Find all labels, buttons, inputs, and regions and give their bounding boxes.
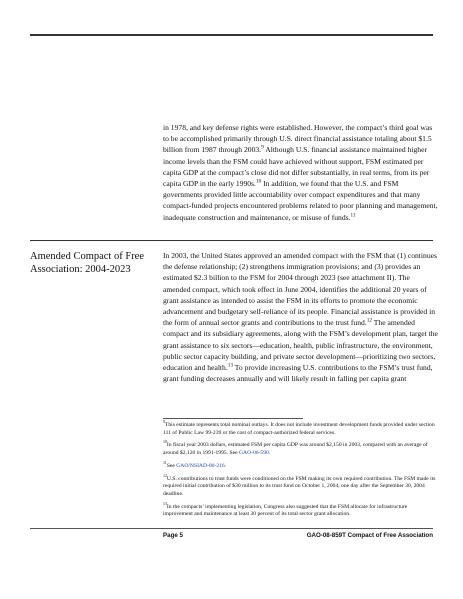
footnote-10 bbox=[163, 442, 438, 457]
para1-text2: Although U.S. financial assistance maintained higher income levels than the FSM could have achieved without support, FSM estimated per capita GDP at the compact’s close did not differ substantially, in real terms, from its per capita GDP in the early 1990s. bbox=[163, 145, 430, 189]
para2-text2: The amended compact and its subsidiary agreements, along with the FSM’s development plan, target the grant assistance to six sectors—education, health, public infrastructure, the environment, public sector capacity building, and private sector development—prioritizing two sectors, education and health. bbox=[163, 318, 438, 373]
report-link-gao-nsiad-00-216[interactable]: GAO/NSIAD-00-216 bbox=[176, 462, 225, 469]
footnote-ref-9[interactable]: 9 bbox=[261, 144, 264, 151]
footnote-number: 10 bbox=[163, 440, 167, 445]
footnote-ref-13[interactable]: 13 bbox=[227, 362, 234, 369]
top-rule bbox=[30, 34, 433, 36]
footnote-text-end: . bbox=[268, 450, 271, 457]
footnote-divider bbox=[163, 418, 303, 419]
footnote-text: In fiscal year 2003 dollars, estimated FSM per capita GDP was around $2,150 in 2003, compared with an average of around $2,120 in 1991-1995. See bbox=[163, 442, 428, 457]
footnote-text: In the compacts’ implementing legislation, Congress also suggested that the FSM allocate for infrastructure improvement and maintenance at least 30 percent of its total sector grant allocation. bbox=[163, 503, 408, 518]
footnote-ref-10[interactable]: 10 bbox=[255, 178, 262, 185]
report-id: GAO-08-859T Compact of Free Association bbox=[306, 532, 433, 539]
footnote-9 bbox=[163, 422, 438, 437]
continuation-paragraph bbox=[163, 122, 438, 223]
footnote-text-end: . bbox=[224, 462, 227, 469]
footnote-number: 9 bbox=[163, 420, 165, 425]
para1-text3: In addition, we found that the U.S. and FSM governments provided little accountability over compact expenditures and that many compact-funded projects encountered problems related to poor planning and management, inadequate construction and maintenance, or misuse of funds. bbox=[163, 179, 438, 222]
footnote-text: U.S. contributions to trust funds were conditioned on the FSM making its own required contribution. The FSM made its required initial contribution of $30 million to its trust fund on October 1, 2004, one day after the September 30, 2004 deadline. bbox=[163, 475, 436, 497]
section-divider bbox=[30, 240, 433, 241]
footer-rule bbox=[30, 528, 433, 529]
report-link-gao-06-590[interactable]: GAO-06-590 bbox=[238, 450, 269, 457]
footnotes bbox=[163, 422, 438, 524]
page-number: Page 5 bbox=[163, 532, 183, 539]
para1-text1: in 1978, and key defense rights were established. However, the compact’s third goal was to be accomplished primarily through U.S. direct financial assistance totaling about $1.5 billion from 1987 through 2003. bbox=[163, 123, 433, 155]
footnote-text: This estimate represents total nominal outlays. It does not include investment development funds provided under section 111 of Public Law 99-239 or the cost of compact-authorized federal services. bbox=[163, 422, 435, 436]
footnote-12 bbox=[163, 473, 438, 499]
para2-text3: To provide increasing U.S. contributions to the FSM’s trust fund, grant funding decreases annually and will likely result in falling per capita grant bbox=[163, 363, 433, 384]
footnote-ref-12[interactable]: 12 bbox=[366, 317, 373, 324]
footnote-number: 13 bbox=[163, 501, 167, 506]
footnote-13 bbox=[163, 501, 438, 519]
footnote-number: 11 bbox=[163, 460, 167, 465]
footnote-text: See bbox=[166, 462, 177, 469]
footnote-11 bbox=[163, 460, 438, 471]
section-paragraph bbox=[163, 250, 438, 384]
footnote-number: 12 bbox=[163, 473, 167, 478]
section-heading: Amended Compact of Free Association: 2004-2023 bbox=[30, 251, 145, 275]
para2-text1: In 2003, the United States approved an amended compact with the FSM that (1) continues the defense relationship; (2) strengthens immigration provisions; and (3) provides an estimated $2.3 billion to the FSM for 2004 through 2023 (see attachment II). The amended compact, which took effect in June 2004, identifies the additional 20 years of grant assistance as intended to assist the FSM in its efforts to promote the economic advancement and budgetary self-reliance of its people. Financial assistance is provided in the form of annual sector grants and contributions to the trust fund. bbox=[163, 251, 437, 328]
footnote-ref-11[interactable]: 11 bbox=[350, 212, 356, 219]
